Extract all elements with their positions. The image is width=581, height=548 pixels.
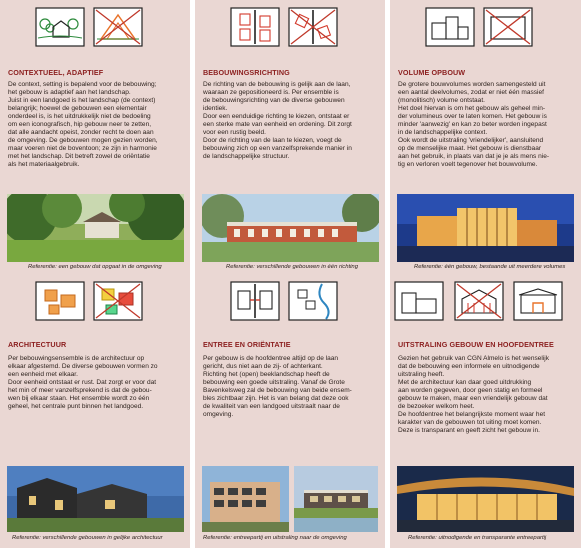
text-line: dat alle aandacht opeist, zonder recht te doen aan [8,129,154,137]
text-bebouwingsrichting [203,81,352,161]
text-line: De context, setting is bepalend voor de bebouwing; [8,81,157,88]
text-line: Gezien het gebruik van CGN Almelo is het wenselijk [398,355,550,362]
text-line: uitstraling heeft. [398,371,445,379]
text-line: tig en verloren voelt tegenover het bouwvolume. [398,161,538,169]
text-line: bebouwing zich op een vanzelfsprekende manier in [203,145,352,153]
reference-photo-night-building [397,194,574,262]
text-line: de bezoeker welkom heet. [398,403,475,411]
text-line: met het landschap. Dit betreft zowel de oriëntatie [8,153,150,161]
heading-entree-en-orientatie: ENTREE EN ORIËNTATIE [203,340,291,349]
text-entree-en-orientatie [203,355,352,419]
column-3 [390,0,581,548]
text-line: een eenheid met elkaar. [8,371,78,379]
text-line: (monolitisch) volume ontstaat. [398,97,485,105]
heading-bebouwingsrichting: BEBOUWINGSRICHTING [203,68,290,77]
text-line: gebouw te maken, maar een vriendelijk gebouw dat [398,395,548,403]
text-line: wen bij elkaar staan. Het ensemble wordt zo één [8,395,150,403]
text-line: Door eenheid ontstaat er rust. Dat zorgt er voor dat [8,379,157,387]
text-line: omgeving. [203,411,234,419]
icons-row-3-bottom [390,281,581,321]
formal-building-crossed-icon [454,281,504,321]
heading-volume-opbouw: VOLUME OPBOUW [398,68,466,77]
text-line: een aantal deelvolumes, zodat er niet één massief [398,89,544,97]
iconic-building-crossed-icon [93,7,143,47]
text-line: de omgeving. De gebouwen mogen gezien worden, [8,137,158,145]
text-line: Per bebouwingsensemble is de architectuur op [8,355,145,362]
text-line: de landschappelijke structuur. [203,153,290,161]
heading-uitstraling: UITSTRALING GEBOUW EN HOOFDENTREE [398,340,554,349]
caption-volume-opbouw: Referentie: één gebouw, bestaande uit meerdere volumes [414,264,566,270]
text-line: Met de architectuur kan daar goed uitdrukking [398,379,532,387]
text-line: maar voeren niet de boventoon; ze zijn in harmonie [8,145,157,153]
caption-entree-en-orientatie: Referentie: entreepartij en uitstraling naar de omgeving [203,535,347,541]
mixed-buildings-crossed-icon [93,281,143,321]
text-contextueel [8,81,158,170]
reference-photo-row-of-buildings [202,194,379,262]
text-line: Bavenkelsweg zal de bebouwing van beide ensem- [203,387,352,395]
reference-photo-dark-houses [7,466,184,532]
text-line: aan het gebruik, in plaats van dat je je als mens nie- [398,153,550,161]
composed-volumes-sketch-icon [425,7,475,47]
text-line: op de menselijke maat. Het gebouw is dienstbaar [398,145,542,153]
building-in-landscape-sketch-icon [35,7,85,47]
text-line: de bebouwingsrichting van de diverse gebouwen [203,97,345,105]
text-line: Het doel hiervan is om het gebouw als geheel min- [398,105,546,113]
caption-contextueel: Referentie: een gebouw dat opgaat in de omgeving [28,264,162,270]
text-line: Door een eenduidige richting te kiezen, ontstaat er [203,113,350,121]
icons-row-1-bottom [0,281,190,321]
icons-row-1-top [0,7,190,47]
column-2 [195,0,385,548]
caption-architectuur: Referentie: verschillende gebouwen in gelijke architectuur [12,535,163,541]
reference-photo-entrance-building [202,466,289,532]
text-line: geheel, het centrale punt binnen het landgoed. [8,403,144,411]
icons-row-2-bottom [195,281,385,321]
text-line: dat de bebouwing een informele en uitnodigende [398,363,540,371]
heading-architectuur: ARCHITECTUUR [8,340,67,349]
text-line: Door de richting van de laan te kiezen, voegt de [203,137,342,145]
text-volume-opbouw [398,81,549,170]
text-line: identiek. [203,105,228,113]
text-line: als het materiaalgebruik. [8,161,80,169]
text-line: onderdeel is, is het uitdrukkelijk niet de bedoeling [8,113,151,121]
reference-photo-pond-building [294,466,378,532]
text-line: De hoofdentree het belangrijkste moment waar het [398,411,546,419]
text-line: het min of meer vanzelfsprekend is dat de gebou- [8,387,152,395]
text-line: bles zichtbaar zijn. Het is van belang dat deze ook [203,395,349,403]
column-1 [0,0,190,548]
text-line: in de landschappelijke context. [398,129,488,137]
entrance-facing-road-sketch-icon [230,281,280,321]
text-line: Richting het (open) beeklandschap heeft de [203,371,330,379]
buildings-along-stream-sketch-icon [288,281,338,321]
text-line: elkaar afgestemd. De diverse gebouwen vormen zo [8,363,158,371]
text-line: belangrijk; hoewel de gebouwen een elementair [8,105,147,113]
text-line: Deze is transparant en geeft zicht het gebouw in. [398,427,540,435]
text-line: een sterke mate van eenheid en ordening. Dit zorgt [203,121,352,129]
caption-bebouwingsrichting: Referentie: verschillende gebouwen in één richting [226,264,358,270]
matching-buildings-sketch-icon [35,281,85,321]
reference-photo-villa-in-trees [7,194,184,262]
text-line: Ook wordt de uitstraling 'vriendelijker', aansluitend [398,137,544,145]
text-line: karakter van de gebouwen tot uiting moet komen. [398,419,542,427]
informal-building-sketch-icon [394,281,444,321]
aligned-buildings-sketch-icon [230,7,280,47]
icons-row-2-top [195,7,385,47]
text-line: der volumineus over te laten komen. Het gebouw is [398,113,547,121]
icons-row-3-top [390,7,581,47]
text-line: waaraan ze gepositioneerd is. Per ensemble is [203,89,339,97]
heading-contextueel: CONTEXTUEEL, ADAPTIEF [8,68,104,77]
text-line: de kwaliteit van een landgoed uitstraalt naar de [203,403,340,411]
text-line: Per gebouw is de hoofdentree altijd op de laan [203,355,339,362]
text-line: voor een rustig beeld. [203,129,266,137]
text-architectuur [8,355,158,411]
text-line: minder 'aanwezig' en kan zo beter worden ingepast [398,121,547,129]
text-line: aan worden gegeven, door geen statig en formeel [398,387,543,395]
text-uitstraling [398,355,549,435]
text-line: gericht, dus niet aan de zij- of achterkant. [203,363,323,371]
text-line: het gebouw is adaptief aan het landschap. [8,89,131,97]
text-line: om een iconografisch, hip gebouw neer te zetten, [8,121,152,129]
reference-photo-glass-entrance [397,466,574,532]
text-line: De richting van de bebouwing is gelijk aan de laan, [203,81,351,88]
text-line: De grotere bouwvolumes worden samengesteld uit [398,81,546,88]
monolithic-volume-crossed-icon [483,7,533,47]
rotated-buildings-crossed-icon [288,7,338,47]
text-line: bebouwing een goede uitstraling. Vanaf de Grote [203,379,345,387]
caption-uitstraling: Referentie: uitnodigende en transparante entreepartij [408,535,547,541]
text-line: Juist in een landgoed is het landschap (de context) [8,97,156,105]
entrance-sketch-icon [513,281,563,321]
